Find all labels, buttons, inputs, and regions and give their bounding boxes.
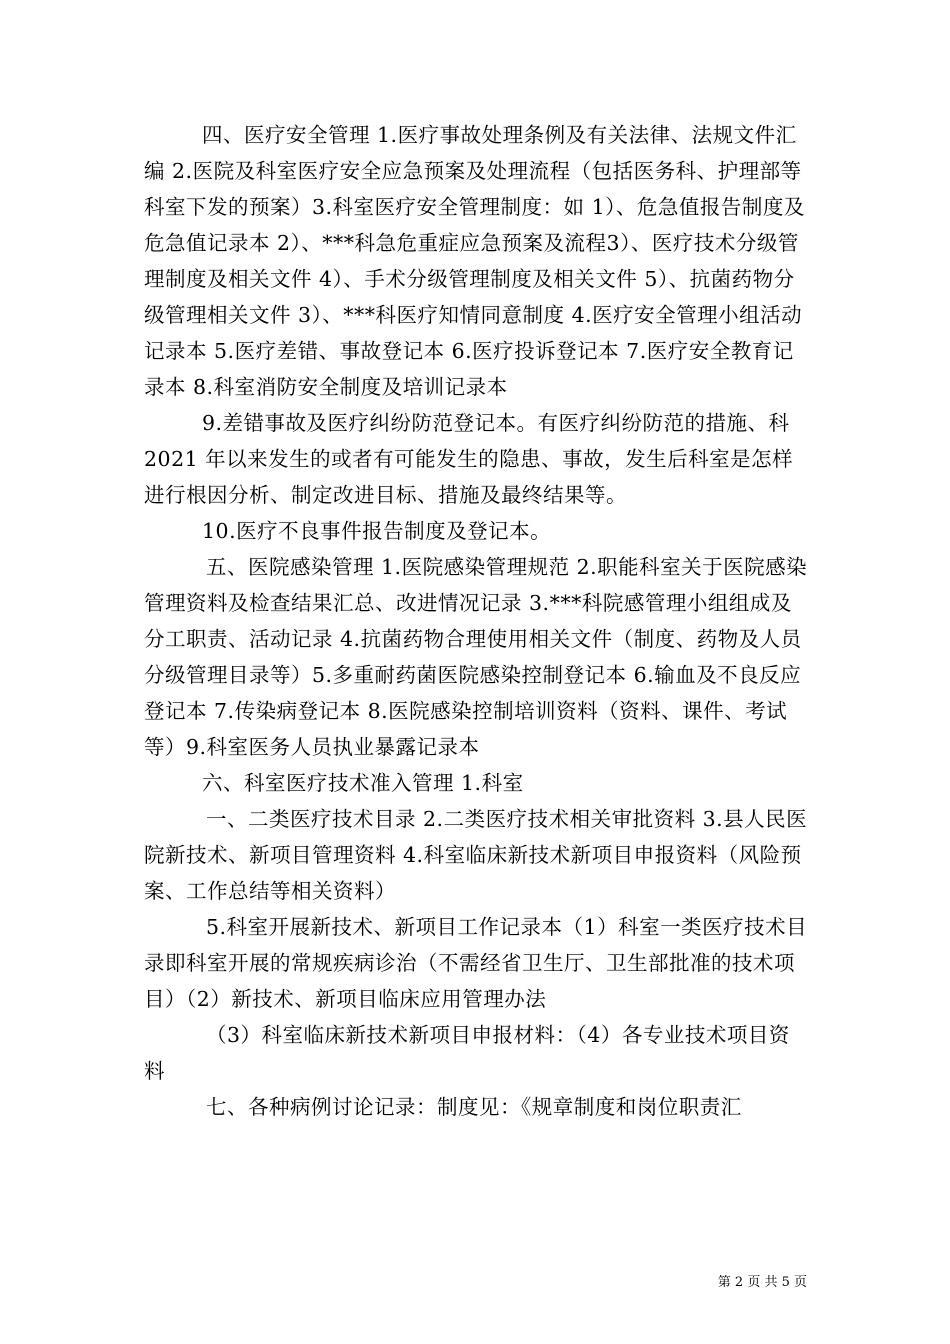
paragraph-adverse-events: 10.医疗不良事件报告制度及登记本。 (202, 519, 552, 543)
paragraph-new-technology-records: 5.科室开展新技术、新项目工作记录本（1）科室一类医疗技术目录即科室开展的常规疾病诊治（不需经省卫生厅、卫生部批准的技术项目）（2）新技术、新项目临床应用管理办法 (144, 915, 808, 1011)
paragraph-medical-safety: 四、医疗安全管理 1.医疗事故处理条例及有关法律、法规文件汇编 2.医院及科室医疗安全应急预案及处理流程（包括医务科、护理部等科室下发的预案）3.科室医疗安全管理制度：如 1）、危急值报告制度及危急值记录本 2）、***科急危重症应急预案及流程3）、医疗技术分级管理制度及相关文件 4）、手术分级管理制度及相关文件 5）、抗菌药物分级管理相关文件 3）、***科医疗知情同意制度 4.医疗安全管理小组活动记录本 5.医疗差错、事故登记本 6.医疗投诉登记本 7.医疗安全教育记录本 8.科室消防安全制度及培训记录本 (144, 123, 805, 399)
paragraph-error-prevention: 9.差错事故及医疗纠纷防范登记本。有医疗纠纷防范的措施、科 2021 年以来发生的或者有可能发生的隐患、事故，发生后科室是怎样进行根因分析、制定改进目标、措施及最终结果等。 (144, 411, 794, 507)
paragraph-infection-management: 五、医院感染管理 1.医院感染管理规范 2.职能科室关于医院感染管理资料及检查结果汇总、改进情况记录 3.***科院感管理小组组成及分工职责、活动记录 4.抗菌药物合理使用相关文件（制度、药物及人员分级管理目录等）5.多重耐药菌医院感染控制登记本 6.输血及不良反应登记本 7.传染病登记本 8.医院感染控制培训资料（资料、课件、考试等）9.科室医务人员执业暴露记录本 (144, 555, 808, 759)
paragraph-technology-catalog: 一、二类医疗技术目录 2.二类医疗技术相关审批资料 3.县人民医院新技术、新项目管理资料 4.科室临床新技术新项目申报资料（风险预案、工作总结等相关资料） (144, 807, 808, 903)
paragraph-application-materials: （3）科室临床新技术新项目申报材料：（4）各专业技术项目资料 (144, 1023, 790, 1083)
page-number: 第 2 页 共 5 页 (717, 1275, 807, 1290)
document-body (144, 117, 810, 1125)
paragraph-technology-access: 六、科室医疗技术准入管理 1.科室 (202, 771, 524, 795)
paragraph-case-discussion: 七、各种病例讨论记录：制度见：《规章制度和岗位职责汇 (206, 1095, 742, 1119)
